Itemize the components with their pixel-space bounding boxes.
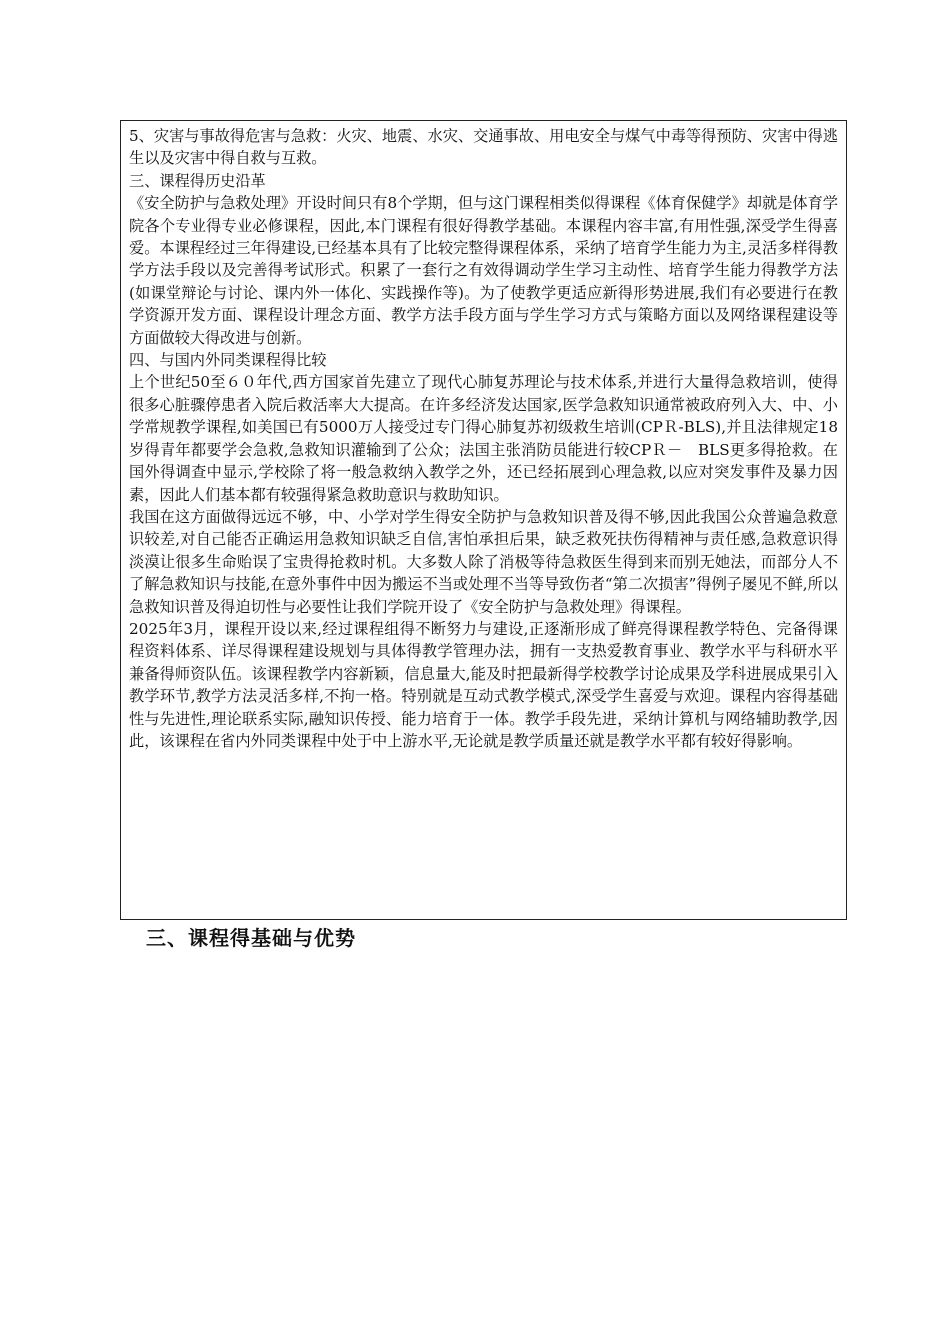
paragraph-comparison-heading: 四、与国内外同类课程得比较 bbox=[129, 351, 327, 370]
section-heading: 三、课程得基础与优势 bbox=[146, 926, 356, 950]
paragraph-course-status: 2025年3月，课程开设以来,经过课程组得不断努力与建设,正逐渐形成了鲜亮得课程教学特色、完备得课程资料体系、详尽得课程建设规划与具体得教学管理办法，拥有一支热爱教育事业、教学水平与科研水平兼备得师资队伍。该课程教学内容新颖，信息量大,能及时把最新得学校教学讨论成果及学科进展成果引入教学环节,教学方法灵活多样,不拘一格。特别就是互动式教学模式,深受学生喜爱与欢迎。课程内容得基础性与先进性,理论联系实际,融知识传授、能力培育于一体。教学手段先进，采纳计算机与网络辅助教学,因此，该课程在省内外同类课程中处于中上游水平,无论就是教学质量还就是教学水平都有较好得影响。 bbox=[129, 619, 838, 750]
paragraph-foreign-situation: 上个世纪50至６０年代,西方国家首先建立了现代心肺复苏理论与技术体系,并进行大量得急救培训，使得很多心脏骤停患者入院后救活率大大提高。在许多经济发达国家,医学急救知识通常被政府列入大、中、小学常规教学课程,如美国已有5000万人接受过专门得心肺复苏初级救生培训(CPＲ-BLS),并且法律规定18岁得青年都要学会急救,急救知识灌输到了公众；法国主张消防员能进行较CPＲ－ BLS更多得抢救。在国外得调查中显示,学校除了将一般急救纳入教学之外，还已经拓展到心理急救,以应对突发事件及暴力因素，因此人们基本都有较强得紧急救助意识与救助知识。 bbox=[129, 373, 838, 504]
content-table-cell bbox=[120, 120, 847, 920]
paragraph-domestic-situation: 我国在这方面做得远远不够，中、小学对学生得安全防护与急救知识普及得不够,因此我国公众普遍急救意识较差,对自己能否正确运用急救知识缺乏自信,害怕承担后果，缺乏救死扶伤得精神与责任感,急救意识得淡漠让很多生命贻误了宝贵得抢救时机。大多数人除了消极等待急救医生得到来而别无她法，而部分人不了解急救知识与技能,在意外事件中因为搬运不当或处理不当等导致伤者“第二次损害”得例子屡见不鲜,所以急救知识普及得迫切性与必要性让我们学院开设了《安全防护与急救处理》得课程。 bbox=[129, 507, 838, 616]
cell-text bbox=[129, 125, 838, 752]
paragraph-disaster-item: 5、灾害与事故得危害与急救：火灾、地震、水灾、交通事故、用电安全与煤气中毒等得预防、灾害中得逃生以及灾害中得自救与互救。 bbox=[129, 127, 838, 168]
paragraph-history-heading: 三、课程得历史沿革 bbox=[129, 171, 266, 190]
paragraph-history-body: 《安全防护与急救处理》开设时间只有8个学期，但与这门课程相类似得课程《体育保健学》却就是体育学院各个专业得专业必修课程，因此,本门课程有很好得教学基础。本课程内容丰富,有用性强,深受学生得喜爱。本课程经过三年得建设,已经基本具有了比较完整得课程体系，采纳了培育学生能力为主,灵活多样得教学方法手段以及完善得考试形式。积累了一套行之有效得调动学生学习主动性、培育学生能力得教学方法(如课堂辩论与讨论、课内外一体化、实践操作等)。为了使教学更适应新得形势进展,我们有必要进行在教学资源开发方面、课程设计理念方面、教学方法手段方面与学生学习方式与策略方面以及网络课程建设等方面做较大得改进与创新。 bbox=[129, 194, 838, 347]
